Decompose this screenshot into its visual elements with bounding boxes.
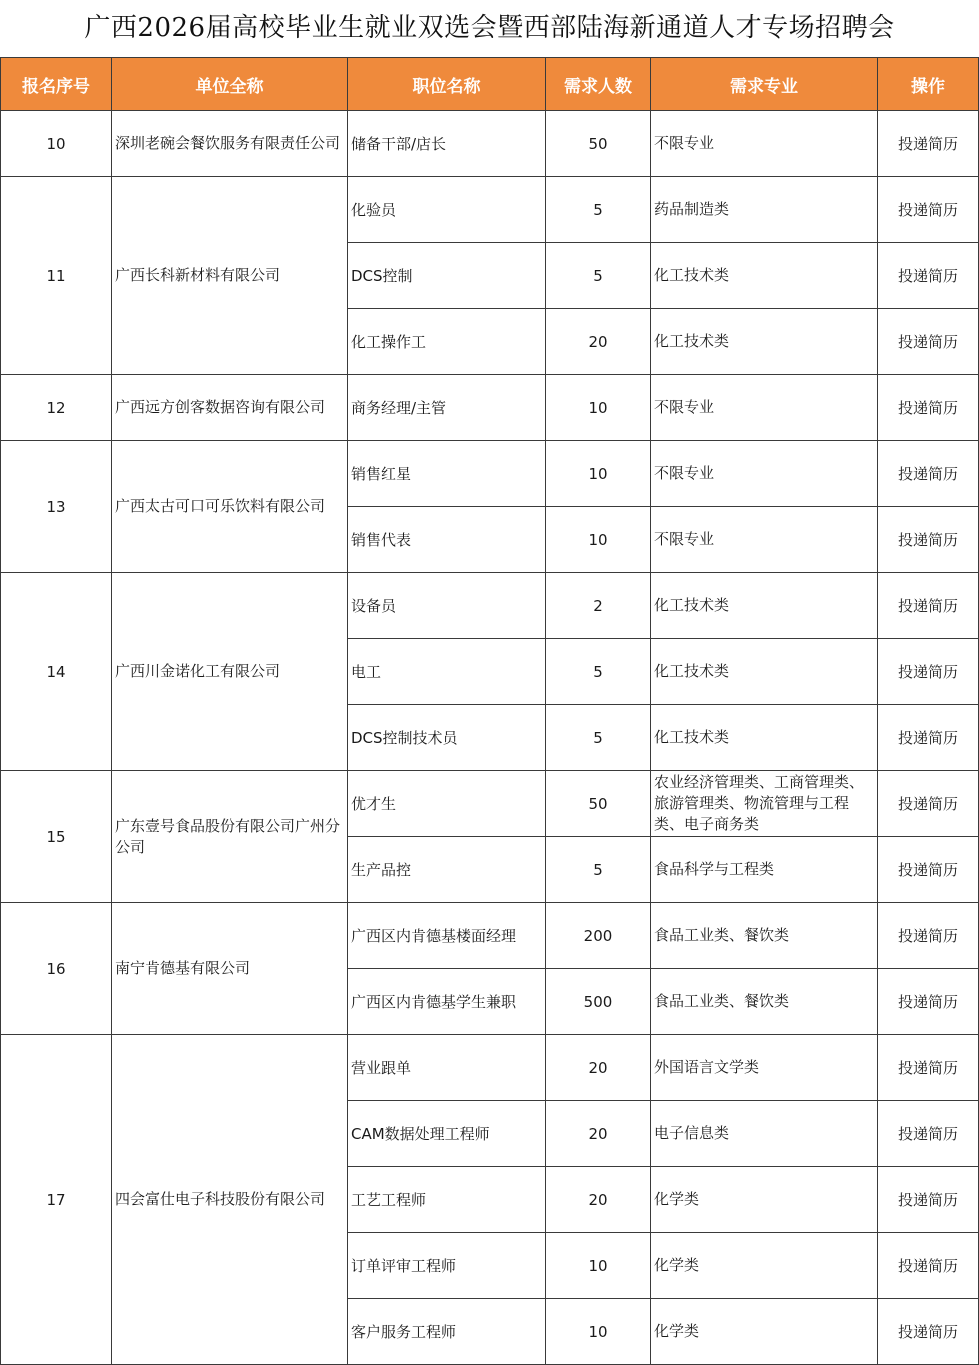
required-major: 电子信息类 [651, 1101, 878, 1167]
headcount: 5 [546, 177, 651, 243]
registration-index: 10 [1, 111, 112, 177]
position-title: 客户服务工程师 [348, 1299, 546, 1365]
headcount: 50 [546, 111, 651, 177]
position-title: 销售代表 [348, 507, 546, 573]
required-major: 外国语言文学类 [651, 1035, 878, 1101]
job-table [0, 57, 979, 1365]
position-title: DCS控制技术员 [348, 705, 546, 771]
submit-resume-button[interactable]: 投递简历 [878, 1299, 979, 1365]
headcount: 5 [546, 639, 651, 705]
headcount: 20 [546, 1035, 651, 1101]
required-major: 不限专业 [651, 441, 878, 507]
submit-resume-button[interactable]: 投递简历 [878, 243, 979, 309]
position-title: 化工操作工 [348, 309, 546, 375]
position-title: CAM数据处理工程师 [348, 1101, 546, 1167]
header-count: 需求人数 [546, 58, 651, 111]
headcount: 10 [546, 507, 651, 573]
submit-resume-button[interactable]: 投递简历 [878, 573, 979, 639]
submit-resume-button[interactable]: 投递简历 [878, 771, 979, 837]
table-row [1, 111, 979, 177]
registration-index: 12 [1, 375, 112, 441]
submit-resume-button[interactable]: 投递简历 [878, 441, 979, 507]
registration-index: 14 [1, 573, 112, 771]
required-major: 化学类 [651, 1299, 878, 1365]
required-major: 化工技术类 [651, 705, 878, 771]
submit-resume-button[interactable]: 投递简历 [878, 1101, 979, 1167]
registration-index: 16 [1, 903, 112, 1035]
position-title: 优才生 [348, 771, 546, 837]
required-major: 农业经济管理类、工商管理类、旅游管理类、物流管理与工程类、电子商务类 [651, 771, 878, 837]
headcount: 10 [546, 1299, 651, 1365]
header-action: 操作 [878, 58, 979, 111]
header-major: 需求专业 [651, 58, 878, 111]
submit-resume-button[interactable]: 投递简历 [878, 309, 979, 375]
headcount: 200 [546, 903, 651, 969]
submit-resume-button[interactable]: 投递简历 [878, 1035, 979, 1101]
position-title: 电工 [348, 639, 546, 705]
company-name: 深圳老碗会餐饮服务有限责任公司 [112, 111, 348, 177]
headcount: 10 [546, 1233, 651, 1299]
position-title: 营业跟单 [348, 1035, 546, 1101]
page-title: 广西2026届高校毕业生就业双选会暨西部陆海新通道人才专场招聘会 [84, 13, 895, 43]
position-title: 化验员 [348, 177, 546, 243]
headcount: 20 [546, 1167, 651, 1233]
required-major: 化学类 [651, 1233, 878, 1299]
required-major: 化工技术类 [651, 573, 878, 639]
header-index: 报名序号 [1, 58, 112, 111]
header-position: 职位名称 [348, 58, 546, 111]
headcount: 500 [546, 969, 651, 1035]
table-row [1, 903, 979, 969]
table-row [1, 375, 979, 441]
position-title: 广西区内肯德基学生兼职 [348, 969, 546, 1035]
submit-resume-button[interactable]: 投递简历 [878, 969, 979, 1035]
submit-resume-button[interactable]: 投递简历 [878, 705, 979, 771]
required-major: 药品制造类 [651, 177, 878, 243]
position-title: 工艺工程师 [348, 1167, 546, 1233]
position-title: DCS控制 [348, 243, 546, 309]
company-name: 广西远方创客数据咨询有限公司 [112, 375, 348, 441]
company-name: 南宁肯德基有限公司 [112, 903, 348, 1035]
required-major: 不限专业 [651, 507, 878, 573]
headcount: 20 [546, 309, 651, 375]
required-major: 食品工业类、餐饮类 [651, 969, 878, 1035]
position-title: 设备员 [348, 573, 546, 639]
required-major: 食品工业类、餐饮类 [651, 903, 878, 969]
required-major: 化工技术类 [651, 243, 878, 309]
table-body [1, 111, 979, 1365]
required-major: 化工技术类 [651, 639, 878, 705]
header-company: 单位全称 [112, 58, 348, 111]
registration-index: 17 [1, 1035, 112, 1365]
submit-resume-button[interactable]: 投递简历 [878, 1233, 979, 1299]
submit-resume-button[interactable]: 投递简历 [878, 1167, 979, 1233]
table-row [1, 771, 979, 837]
headcount: 5 [546, 837, 651, 903]
headcount: 10 [546, 375, 651, 441]
headcount: 2 [546, 573, 651, 639]
table-header-row [1, 58, 979, 111]
headcount: 10 [546, 441, 651, 507]
headcount: 20 [546, 1101, 651, 1167]
submit-resume-button[interactable]: 投递简历 [878, 837, 979, 903]
headcount: 5 [546, 243, 651, 309]
submit-resume-button[interactable]: 投递简历 [878, 639, 979, 705]
headcount: 50 [546, 771, 651, 837]
table-row [1, 177, 979, 243]
position-title: 广西区内肯德基楼面经理 [348, 903, 546, 969]
submit-resume-button[interactable]: 投递简历 [878, 903, 979, 969]
required-major: 化学类 [651, 1167, 878, 1233]
required-major: 化工技术类 [651, 309, 878, 375]
company-name: 广东壹号食品股份有限公司广州分公司 [112, 771, 348, 903]
registration-index: 11 [1, 177, 112, 375]
position-title: 生产品控 [348, 837, 546, 903]
required-major: 不限专业 [651, 375, 878, 441]
required-major: 食品科学与工程类 [651, 837, 878, 903]
submit-resume-button[interactable]: 投递简历 [878, 111, 979, 177]
company-name: 广西川金诺化工有限公司 [112, 573, 348, 771]
position-title: 订单评审工程师 [348, 1233, 546, 1299]
position-title: 商务经理/主管 [348, 375, 546, 441]
position-title: 储备干部/店长 [348, 111, 546, 177]
position-title: 销售红星 [348, 441, 546, 507]
company-name: 广西太古可口可乐饮料有限公司 [112, 441, 348, 573]
registration-index: 15 [1, 771, 112, 903]
submit-resume-button[interactable]: 投递简历 [878, 375, 979, 441]
table-row [1, 441, 979, 507]
registration-index: 13 [1, 441, 112, 573]
submit-resume-button[interactable]: 投递简历 [878, 177, 979, 243]
required-major: 不限专业 [651, 111, 878, 177]
company-name: 广西长科新材料有限公司 [112, 177, 348, 375]
headcount: 5 [546, 705, 651, 771]
table-row [1, 573, 979, 639]
submit-resume-button[interactable]: 投递简历 [878, 507, 979, 573]
table-row [1, 1035, 979, 1101]
company-name: 四会富仕电子科技股份有限公司 [112, 1035, 348, 1365]
